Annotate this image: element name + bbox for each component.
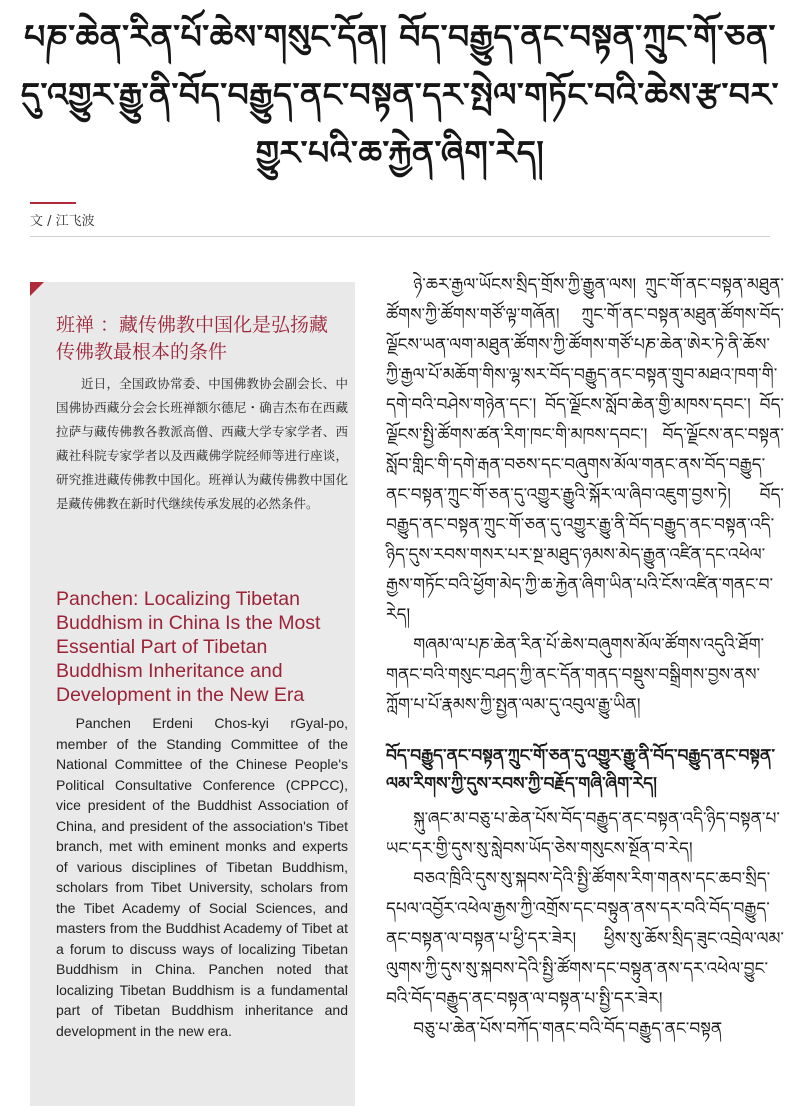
article-headline: པཎ་ཆེན་རིན་པོ་ཆེས་གསུང་དོན། བོད་བརྒྱུད་ནང་བསྟན་ཀྲུང་གོ་ཅན་དུ་འགྱུར་རྒྱུ་ནི་བོད་བརྒྱུད་ནང་བསྟན་དར་སྤེལ་གཏོང་བའི་ཆེས་རྩ་བར་གྱུར་པའི་ཆ་རྐྱེན་ཞིག་རེད།	[20, 17, 780, 172]
chinese-summary-title: 班禅 ：藏传佛教中国化是弘扬藏传佛教最根本的条件	[56, 314, 329, 363]
tibetan-article-column	[386, 270, 784, 1044]
byline: 文 / 江飞波	[30, 214, 95, 229]
english-summary-body: Panchen Erdeni Chos-kyi rGyal-po, member of the Standing Committee of the National Committee of the Chinese People's Political Consultative Conference (CPPCC), vice president of the Buddhist Association of China, and president of the association's Tibet branch, met with eminent monks and experts of various disciplines of Tibetan Buddhism, scholars from Tibet University, scholars from the Tibet Academy of Social Sciences, and masters from the Buddhist Academy of Tibet at a forum to discuss ways of localizing Tibetan Buddhism in China. Panchen noted that localizing Tibetan Buddhism is a fundamental part of Tibetan Buddhism inheritance and development in the new era.	[56, 715, 348, 1039]
byline-divider	[30, 236, 770, 237]
tibetan-paragraph: ཉེ་ཆར་རྒྱལ་ཡོངས་སྲིད་གྲོས་ཀྱི་རྒྱུན་ལས། ཀྲུང་གོ་ནང་བསྟན་མཐུན་ཚོགས་ཀྱི་ཚོགས་གཙོ་ལྟ་གཞོན། ཀྲུང་གོ་ནང་བསྟན་མཐུན་ཚོགས་བོད་ལྗོངས་ཡན་ལག་མཐུན་ཚོགས་ཀྱི་ཚོགས་གཙོ་པཎ་ཆེན་ཨེར་ཏེ་ནི་ཆོས་ཀྱི་རྒྱལ་པོ་མཆོག་གིས་ལྷ་སར་བོད་བརྒྱུད་ནང་བསྟན་གྲུབ་མཐའ་ཁག་གི་དགེ་བའི་བཤེས་གཉེན་དང་། བོད་ལྗོངས་སློབ་ཆེན་གྱི་མཁས་དབང་། བོད་ལྗོངས་སྤྱི་ཚོགས་ཚན་རིག་ཁང་གི་མཁས་དབང་། བོད་ལྗོངས་ནང་བསྟན་སློབ་གླིང་གི་དགེ་རྒན་བཅས་དང་བཞུགས་མོལ་གནང་ནས་བོད་བརྒྱུད་ནང་བསྟན་ཀྲུང་གོ་ཅན་དུ་འགྱུར་རྒྱུའི་སྐོར་ལ་ཞིབ་འཇུག་བྱས་ཏེ། བོད་བརྒྱུད་ནང་བསྟན་ཀྲུང་གོ་ཅན་དུ་འགྱུར་རྒྱུ་ནི་བོད་བརྒྱུད་ནང་བསྟན་འདི་ཉིད་དུས་རབས་གསར་པར་སྔ་མཐུད་ཉམས་མེད་རྒྱུན་འཛིན་དང་འཕེལ་རྒྱས་གཏོང་བའི་ཕྱོག་མེད་ཀྱི་ཆ་རྐྱེན་ཞིག་ཡིན་པའི་ངོས་འཛིན་གནང་བ་རེད།	[386, 275, 784, 625]
title-accent-rule	[30, 202, 76, 204]
tibetan-paragraph: སྐུ་ཞང་མ་བཅུ་པ་ཆེན་པོས་བོད་བརྒྱུད་ནང་བསྟན་འདི་ཉིད་བསྟན་པ་ཡང་དར་གྱི་དུས་སུ་སླེབས་ཡོད་ཅེས་གསུངས་སྔོན་བ་རེད།	[386, 809, 780, 859]
english-summary-title: Panchen: Localizing Tibetan Buddhism in China Is the Most Essential Part of Tibetan Buddhism Inheritance and Development in the New Era	[56, 588, 321, 706]
tibetan-section-heading: བོད་བརྒྱུད་ནང་བསྟན་ཀྲུང་གོ་ཅན་དུ་འགྱུར་རྒྱུ་ནི་བོད་བརྒྱུད་ནང་བསྟན་ལམ་རིགས་ཀྱི་དུས་རབས་ཀྱི་བརྗོད་གཞི་ཞིག་རེད།	[386, 746, 775, 794]
tibetan-paragraph: བཅུ་པ་ཆེན་པོས་བཀོད་གནང་བའི་བོད་བརྒྱུད་ནང་བསྟན	[413, 1019, 723, 1039]
summary-sidebar	[30, 282, 355, 1106]
tibetan-paragraph: བཅའ་ཁྲིའི་དུས་སུ་སྐབས་དེའི་སྤྱི་ཚོགས་རིག་གནས་དང་ཆབ་སྲིད་དཔལ་འབྱོར་འཕེལ་རྒྱས་ཀྱི་འགྲོས་དང་བསྟུན་ནས་དར་བའི་བོད་བརྒྱུད་ནང་བསྟན་ལ་བསྟན་པ་ཕྱི་དར་ཟེར། ཕྱིས་སུ་ཆོས་སྲིད་ཟུང་འབྲེལ་ལམ་ལུགས་ཀྱི་དུས་སུ་སྐབས་དེའི་སྤྱི་ཚོགས་དང་བསྟུན་ནས་དར་འཕེལ་བྱུང་བའི་བོད་བརྒྱུད་ནང་བསྟན་ལ་བསྟན་པ་སྤྱི་དར་ཟེར།	[386, 869, 784, 1009]
corner-marker-icon	[30, 282, 44, 296]
tibetan-paragraph: གཞམ་ལ་པཎ་ཆེན་རིན་པོ་ཆེས་བཞུགས་མོལ་ཚོགས་འདུའི་ཐོག་གནང་བའི་གསུང་བཤད་ཀྱི་ནང་དོན་གནད་བསྡུས་བསྒྲིགས་བྱས་ནས་ཀློག་པ་པོ་རྣམས་ཀྱི་སྤྱན་ལམ་དུ་འབུལ་རྒྱུ་ཡིན།	[386, 635, 765, 715]
chinese-summary-body: 近日，全国政协常委、中国佛教协会副会长、中国佛协西藏分会会长班禅额尔德尼・确吉杰布在西藏拉萨与藏传佛教各教派高僧、西藏大学专家学者、西藏社科院专家学者以及西藏佛学院经师等进行座谈，研究推进藏传佛教中国化。班禅认为藏传佛教中国化是藏传佛教在新时代继续传承发展的必然条件。	[56, 376, 348, 511]
